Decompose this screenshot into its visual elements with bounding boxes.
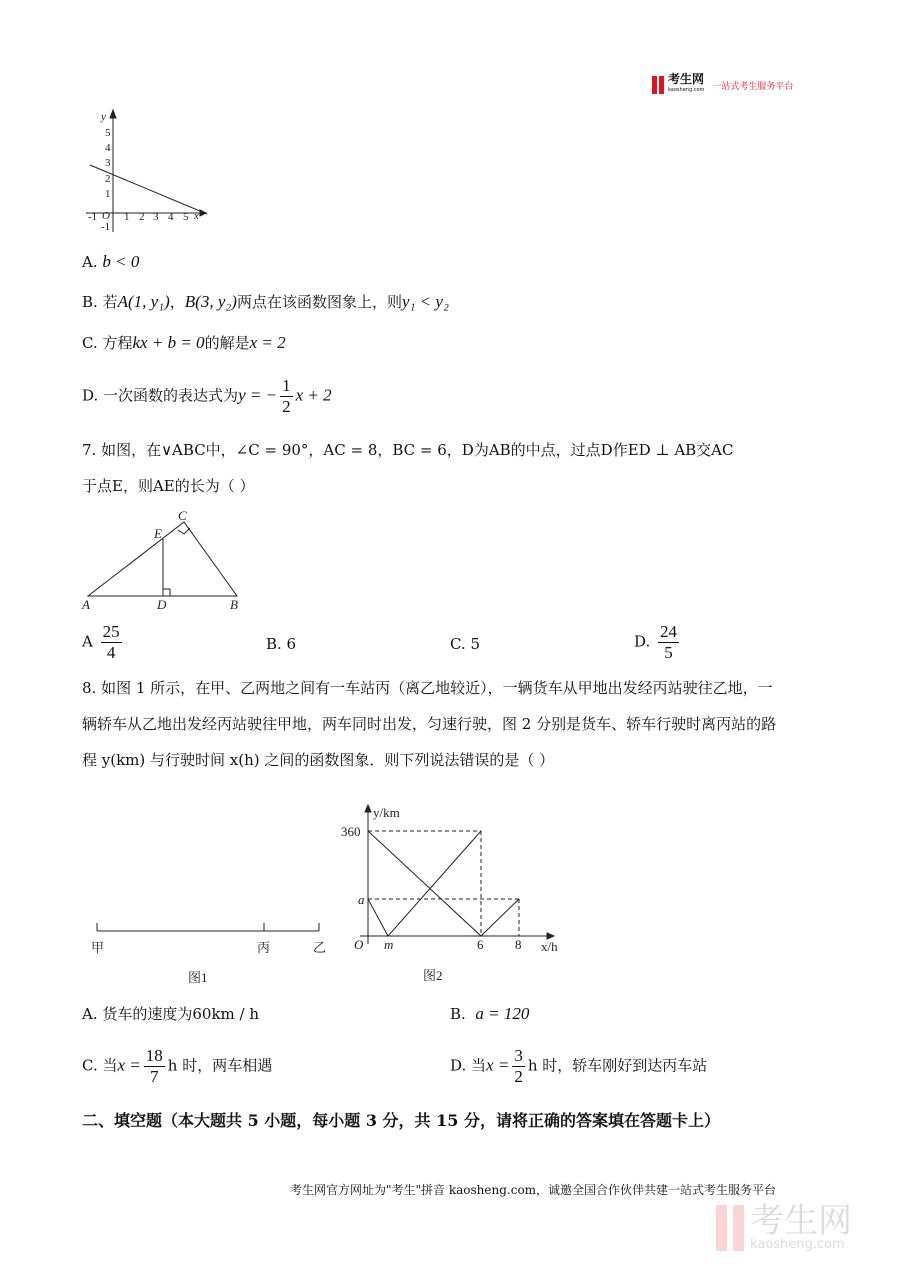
q6-xtick: 3 [153, 211, 159, 223]
watermark-mark-icon [716, 1205, 744, 1251]
q7-option-b: B. 6 [266, 635, 297, 653]
fig2-x6: 6 [477, 937, 484, 952]
watermark-name: 考生网 [750, 1201, 852, 1241]
fig2-x8: 8 [515, 937, 522, 952]
q7-option-d: D. $\frac{24}{5}$ [634, 622, 678, 662]
q8-option-c: C. 当x = $\frac{18}{7}$ h 时，两车相遇 [82, 1046, 273, 1086]
q6-option-d: D. 一次函数的表达式为y = − $\frac{1}{2}$ x + 2 [82, 376, 332, 416]
fig2-xm: m [384, 937, 394, 952]
q6-xtick: -1 [88, 211, 98, 223]
fig1-caption: 图1 [188, 970, 208, 985]
logo-domain: kaosheng.com [668, 87, 705, 93]
fig2-y360: 360 [341, 824, 361, 839]
footer-text: 考生网官方网址为"考生"拼音 kaosheng.com，诚邀全国合作伙伴共建一站式考生服务平台 [290, 1183, 777, 1197]
q7-option-a: A $\frac{25}{4}$ [82, 622, 120, 662]
q8-text-line2: 辆轿车从乙地出发经丙站驶往甲地，两车同时出发，匀速行驶，图 2 分别是货车、轿车行驶时离丙站的路 [82, 715, 777, 733]
q7-text-line1: 7. 如图，在∨ABC中，∠C = 90°，AC = 8，BC = 6，D为AB的中点，过点D作ED ⊥ AB交AC [82, 441, 734, 459]
q8-text-line1: 8. 如图 1 所示，在甲、乙两地之间有一车站丙（离乙地较近），一辆货车从甲地出发经丙站驶往乙地，一 [82, 679, 773, 697]
fig2-ya: a [358, 892, 365, 907]
q7-text-line2: 于点E，则AE的长为（ ） [82, 477, 255, 495]
q6-origin: O [102, 210, 110, 222]
q6-xtick: 5 [183, 211, 189, 223]
q6-option-c: C. 方程kx + b = 0的解是x = 2 [82, 333, 286, 352]
fig1-label-jia: 甲 [91, 940, 105, 955]
header-logo [652, 74, 793, 96]
q6-xtick: 1 [124, 211, 130, 223]
fig2-origin: O [354, 937, 364, 952]
fig1-label-yi: 乙 [313, 940, 327, 955]
q7-label-b: B [230, 597, 238, 612]
q6-option-a: A. b < 0 [82, 252, 140, 271]
q7-label-e: E [154, 526, 162, 541]
fig2-caption: 图2 [423, 968, 443, 983]
section2-heading: 二、填空题（本大题共 5 小题，每小题 3 分，共 15 分，请将正确的答案填在答题卡上） [82, 1111, 720, 1130]
fig2-truck-line [368, 831, 519, 936]
q6-option-b: B. 若A(1, y₁)，B(3, y₂)两点在该函数图象上，则y₁ < y₂ [82, 292, 449, 311]
q6-ytick: 5 [105, 127, 111, 139]
q8-option-b: B. a = 120 [450, 1004, 530, 1023]
q7-label-d: D [157, 597, 167, 612]
q7-option-c: C. 5 [450, 635, 481, 653]
q6-ytick: 3 [105, 157, 111, 169]
fig1-label-bing: 丙 [257, 940, 271, 955]
q6-ytick: 2 [105, 173, 111, 185]
q6-xtick: 4 [168, 211, 174, 223]
q7-label-c: C [178, 508, 187, 523]
q6-ytick: 4 [105, 142, 111, 154]
q8-option-a: A. 货车的速度为60km / h [82, 1005, 260, 1023]
watermark-logo [716, 1201, 852, 1252]
watermark-domain: kaosheng.com [750, 1237, 845, 1252]
q8-option-d: D. 当x = $\frac{3}{2}$ h 时，轿车刚好到达丙车站 [450, 1046, 708, 1086]
fig2-x-label: x/h [541, 939, 558, 954]
q6-y-axis-label: y [101, 111, 106, 123]
fig2-y-label: y/km [373, 805, 400, 820]
logo-mark-icon [652, 76, 664, 94]
logo-slogan: 一站式考生服务平台 [712, 81, 794, 92]
q7-label-a: A [82, 597, 90, 612]
q8-text-line3: 程 y(km) 与行驶时间 x(h) 之间的函数图象．则下列说法错误的是（ ） [82, 751, 555, 769]
q6-ytick: 1 [105, 188, 111, 200]
logo-name: 考生网 [668, 72, 705, 86]
q6-xtick: 2 [139, 211, 145, 223]
q6-x-axis-label: x [194, 210, 199, 222]
q6-ytick: -1 [101, 221, 111, 233]
